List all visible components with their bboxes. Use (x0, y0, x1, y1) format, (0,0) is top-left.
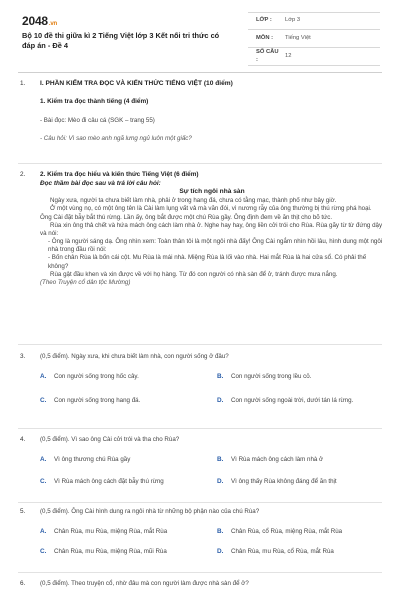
story-dialogue: - Ông là người sáng dạ. Ông nhìn xem: Toàn thân tôi là một ngôi nhà đấy! Ông Cài ngắm nhìn hồi lâu, hình dung một ngôi nhà trong đầu rồi nói: (48, 238, 383, 254)
option-letter: C. (40, 397, 47, 405)
question-number: 4. (20, 436, 26, 443)
option-text: Vì Rùa mách ông cách làm nhà ở (231, 456, 324, 464)
option-b[interactable] (217, 456, 384, 474)
header-divider (18, 72, 382, 73)
meta-value: Tiếng Việt (285, 34, 311, 41)
option-text: Con người sống ngoài trời, dưới tán lá rừng. (231, 397, 354, 405)
divider (18, 163, 382, 164)
divider (18, 428, 382, 429)
option-text: Chân Rùa, mu Rùa, miệng Rùa, mắt Rùa (54, 528, 168, 536)
answer-options (40, 528, 384, 566)
option-d[interactable] (217, 478, 384, 496)
question-6 (20, 580, 384, 588)
story-title: Sự tích ngôi nhà sàn (179, 188, 245, 196)
option-letter: C. (40, 548, 47, 556)
option-b[interactable] (217, 528, 384, 546)
option-text: Vì ông thương chú Rùa gầy (54, 456, 131, 464)
option-letter: A. (40, 528, 47, 536)
meta-key: LỚP : (256, 17, 272, 24)
instruction: Đọc thầm bài đọc sau và trả lời câu hỏi: (40, 179, 161, 187)
option-letter: A. (40, 456, 47, 464)
question-number: 5. (20, 508, 26, 515)
story-paragraph: Rùa gật đầu khen và xin được về với họ hàng. Từ đó con người có nhà sàn để ở, tránh được mưa nắng. (50, 270, 338, 278)
reading-passage-ref: - Bài đọc: Mèo đi câu cá (SGK – trang 55) (40, 116, 155, 124)
option-a[interactable] (40, 528, 207, 546)
divider (18, 344, 382, 345)
reading-question: - Câu hỏi: Vì sao mèo anh ngã lưng ngủ luôn một giấc? (40, 134, 192, 142)
meta-key: MÔN : (256, 34, 274, 41)
question-text: (0,5 điểm). Vì sao ông Cài cởi trói và tha cho Rùa? (40, 436, 180, 443)
option-text: Vì ông thấy Rùa không đáng để ăn thịt (231, 478, 337, 486)
section-heading: I. PHẦN KIỂM TRA ĐỌC VÀ KIẾN THỨC TIẾNG VIỆT (10 điểm) (40, 80, 233, 87)
story-paragraph: Ở một vùng nọ, có một ông tên là Cài làm lụng vất vả mà văn đói, vì nương rẫy của ông thường bị thú rừng phá hoại. Ông Cài đặt bẫy bắt thú rừng. Lần ấy, ông bắt được một chú Rùa gầy. Ông định đem về ăn thịt cho bõ tức. (40, 205, 372, 221)
option-text: Chân Rùa, mu Rùa, cổ Rùa, mắt Rùa (231, 548, 334, 556)
answer-options (40, 373, 384, 415)
option-text: Con người sống trong hang đá. (54, 397, 141, 405)
subsection-heading: 1. Kiểm tra đọc thành tiếng (4 điểm) (40, 97, 149, 105)
site-logo[interactable]: 2048.vn (22, 14, 57, 28)
option-text: Chân Rùa, mu Rùa, miệng Rùa, mũi Rùa (54, 548, 167, 556)
meta-row-subject (248, 30, 380, 48)
option-a[interactable] (40, 456, 207, 474)
option-c[interactable] (40, 478, 207, 496)
option-letter: D. (217, 548, 224, 556)
option-d[interactable] (217, 548, 384, 566)
question-number: 3. (20, 353, 26, 360)
option-a[interactable] (40, 373, 207, 391)
story-dialogue: - Bốn chân Rùa là bốn cái cột. Mu Rùa là mái nhà. Miệng Rùa là lối vào nhà. Hai mắt Rùa là hai cửa sổ. Có phải thế không? (48, 254, 367, 270)
question-number: 1. (20, 80, 26, 87)
option-b[interactable] (217, 373, 384, 391)
option-text: Vì Rùa mách ông cách đặt bẫy thú rừng (54, 478, 164, 486)
option-text: Con người sống trong hốc cây. (54, 373, 139, 381)
option-letter: D. (217, 397, 224, 405)
meta-value: 12 (285, 52, 292, 59)
question-2 (20, 171, 384, 287)
option-letter: B. (217, 528, 224, 536)
divider (18, 502, 382, 503)
meta-key: SỐ CÂU : (256, 48, 279, 63)
option-letter: D. (217, 478, 224, 486)
question-text: (0,5 điểm). Theo truyện cổ, nhờ đâu mà con người làm được nhà sàn để ở? (40, 580, 249, 587)
option-text: Chân Rùa, cổ Rùa, miệng Rùa, mắt Rùa (231, 528, 343, 536)
question-text: (0,5 điểm). Ông Cài hình dung ra ngôi nhà từ những bộ phận nào của chú Rùa? (40, 508, 260, 515)
option-letter: B. (217, 373, 224, 381)
option-text: Con người sống trong lều cỏ. (231, 373, 312, 381)
question-5 (20, 508, 384, 566)
option-letter: B. (217, 456, 224, 464)
meta-value: Lớp 3 (285, 17, 301, 24)
option-c[interactable] (40, 397, 207, 415)
meta-row-count (248, 48, 380, 66)
story-paragraph: Rùa xin ông thả chết và hứa mách ông cách làm nhà ở. Nghe hay hay, ông liền cởi trói cho Rùa. Rùa gãy từ từ đứng dậy và nói: (40, 221, 383, 237)
meta-row-grade (248, 12, 380, 30)
question-4 (20, 436, 384, 496)
option-d[interactable] (217, 397, 384, 415)
question-text: (0,5 điểm). Ngày xưa, khi chưa biết làm nhà, con người sống ở đâu? (40, 353, 229, 360)
question-number: 2. (20, 171, 26, 178)
document-title: Bộ 10 đề thi giữa kì 2 Tiếng Việt lớp 3 Kết nối tri thức có đáp án - Đề 4 (22, 31, 220, 51)
story-paragraph: Ngày xưa, người ta chưa biết làm nhà, phải ở trong hang đá, chưa có tằng mạc, thành phố như bây giờ. (50, 197, 337, 205)
question-number: 6. (20, 580, 26, 587)
question-1 (20, 80, 384, 143)
question-3 (20, 353, 384, 415)
option-letter: A. (40, 373, 47, 381)
exam-meta-table (248, 12, 380, 66)
option-c[interactable] (40, 548, 207, 566)
answer-options (40, 456, 384, 496)
subsection-heading: 2. Kiểm tra đọc hiểu và kiến thức Tiếng Việt (6 điểm) (40, 171, 199, 178)
divider (18, 572, 382, 573)
story-source: (Theo Truyện cổ dân tộc Mường) (40, 279, 131, 287)
option-letter: C. (40, 478, 47, 486)
